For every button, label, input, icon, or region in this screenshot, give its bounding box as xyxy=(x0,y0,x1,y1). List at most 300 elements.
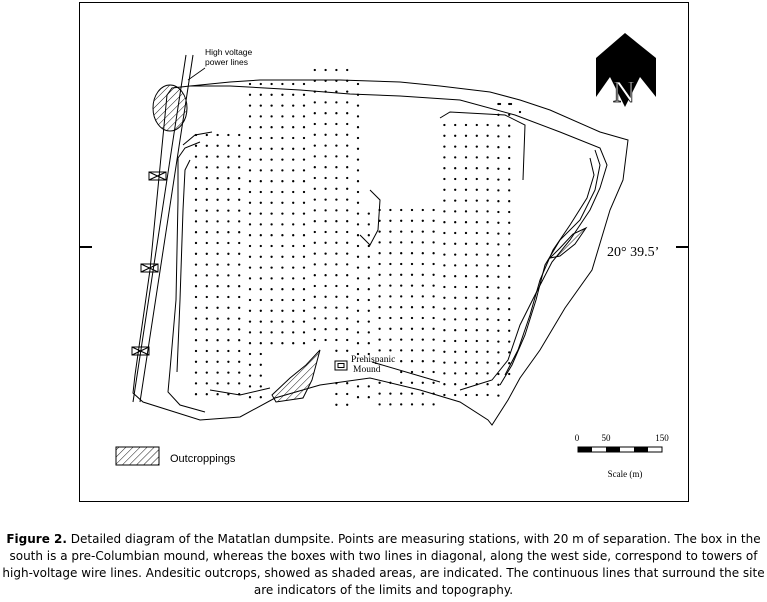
station-dot xyxy=(400,295,402,297)
station-dot xyxy=(400,241,402,243)
station-dot xyxy=(454,210,456,212)
station-dot xyxy=(346,252,348,254)
station-dot xyxy=(249,310,251,312)
station-dot xyxy=(357,342,359,344)
station-dot xyxy=(303,310,305,312)
station-dot xyxy=(346,155,348,157)
station-dot xyxy=(314,80,316,82)
station-dot xyxy=(292,191,294,193)
station-dot xyxy=(454,307,456,309)
station-dot xyxy=(411,392,413,394)
station-dot xyxy=(206,317,208,319)
station-dot xyxy=(303,158,305,160)
station-dot xyxy=(486,232,488,234)
station-dot xyxy=(216,177,218,179)
station-dot xyxy=(443,156,445,158)
mound-leader-line xyxy=(372,362,440,382)
station-dot xyxy=(206,188,208,190)
station-dot xyxy=(260,342,262,344)
station-dot xyxy=(260,396,262,398)
station-dot xyxy=(270,277,272,279)
station-dot xyxy=(357,310,359,312)
station-dot xyxy=(281,158,283,160)
station-dot xyxy=(443,167,445,169)
station-dot xyxy=(270,212,272,214)
station-dot xyxy=(324,317,326,319)
station-dot xyxy=(368,245,370,247)
station-dot xyxy=(270,234,272,236)
station-dot xyxy=(238,220,240,222)
station-dot xyxy=(486,372,488,374)
mound-label-line1: Prehispanic xyxy=(351,355,396,365)
station-dot xyxy=(346,188,348,190)
station-dot xyxy=(389,230,391,232)
station-dot xyxy=(476,264,478,266)
station-dot xyxy=(465,275,467,277)
station-dot xyxy=(454,340,456,342)
station-dot xyxy=(400,220,402,222)
station-dot xyxy=(335,69,337,71)
station-dot xyxy=(443,307,445,309)
station-dot xyxy=(195,371,197,373)
station-dot xyxy=(195,145,197,147)
station-dot xyxy=(368,234,370,236)
station-dot xyxy=(486,124,488,126)
station-dot xyxy=(303,288,305,290)
station-dot xyxy=(303,299,305,301)
station-dot xyxy=(227,350,229,352)
station-dot xyxy=(324,285,326,287)
station-dot xyxy=(411,317,413,319)
station-dot xyxy=(454,253,456,255)
station-dot xyxy=(314,220,316,222)
scale-label-0: 0 xyxy=(574,433,580,443)
station-dot xyxy=(249,126,251,128)
scale-label-50: 50 xyxy=(601,433,611,443)
station-dot xyxy=(292,234,294,236)
station-dot xyxy=(454,232,456,234)
station-dot xyxy=(324,198,326,200)
station-dot xyxy=(465,221,467,223)
station-dot xyxy=(357,104,359,106)
station-dot xyxy=(335,177,337,179)
station-dot xyxy=(281,320,283,322)
station-dot xyxy=(368,212,370,214)
station-dot xyxy=(432,338,434,340)
station-dot xyxy=(508,286,510,288)
station-dot xyxy=(368,256,370,258)
station-dot xyxy=(335,242,337,244)
station-dot xyxy=(292,288,294,290)
station-dot xyxy=(346,274,348,276)
station-dot xyxy=(454,167,456,169)
station-dot xyxy=(314,306,316,308)
station-dot xyxy=(324,220,326,222)
station-dot xyxy=(357,331,359,333)
station-dot xyxy=(281,169,283,171)
legend-hatch-swatch xyxy=(116,447,159,465)
station-dot xyxy=(465,361,467,363)
station-dot xyxy=(281,288,283,290)
station-dot xyxy=(497,146,499,148)
station-dot xyxy=(400,349,402,351)
station-dot xyxy=(378,209,380,211)
legend xyxy=(116,447,236,465)
station-dot xyxy=(195,263,197,265)
station-dot xyxy=(292,104,294,106)
station-dot xyxy=(378,252,380,254)
station-dot xyxy=(314,242,316,244)
station-dot xyxy=(432,360,434,362)
station-dot xyxy=(195,339,197,341)
station-dot xyxy=(357,126,359,128)
station-dot xyxy=(195,155,197,157)
station-dot xyxy=(357,266,359,268)
station-dot xyxy=(389,241,391,243)
station-dot xyxy=(508,243,510,245)
station-dot xyxy=(260,104,262,106)
station-dot xyxy=(389,284,391,286)
station-dot xyxy=(281,342,283,344)
station-dot xyxy=(303,277,305,279)
station-dot xyxy=(303,223,305,225)
station-dot xyxy=(368,331,370,333)
station-dot xyxy=(216,263,218,265)
station-dot xyxy=(368,396,370,398)
station-dot xyxy=(335,188,337,190)
station-dot xyxy=(270,223,272,225)
station-dot xyxy=(292,148,294,150)
station-dot xyxy=(476,167,478,169)
station-dot xyxy=(432,392,434,394)
station-dot xyxy=(476,135,478,137)
station-dot xyxy=(195,361,197,363)
station-dot xyxy=(465,383,467,385)
station-dot xyxy=(389,338,391,340)
station-dot xyxy=(281,245,283,247)
station-dot xyxy=(443,340,445,342)
station-dot xyxy=(378,392,380,394)
station-dot xyxy=(249,180,251,182)
station-dot xyxy=(324,90,326,92)
station-dot xyxy=(443,199,445,201)
station-dot xyxy=(314,134,316,136)
station-dot xyxy=(346,144,348,146)
station-dot xyxy=(508,114,510,116)
station-dot xyxy=(206,253,208,255)
power-lines-label-line1: High voltage xyxy=(205,47,253,57)
station-dot xyxy=(270,266,272,268)
station-dot xyxy=(378,241,380,243)
station-dot xyxy=(465,232,467,234)
station-dot xyxy=(249,115,251,117)
station-dot xyxy=(195,393,197,395)
station-dot xyxy=(227,361,229,363)
station-dot xyxy=(249,385,251,387)
station-dot xyxy=(260,245,262,247)
station-dot xyxy=(476,199,478,201)
station-dot xyxy=(314,177,316,179)
station-dot xyxy=(238,296,240,298)
station-dot xyxy=(432,230,434,232)
station-dot xyxy=(206,393,208,395)
station-dot xyxy=(335,90,337,92)
station-dot xyxy=(486,264,488,266)
station-dot xyxy=(281,310,283,312)
station-dot xyxy=(432,274,434,276)
station-dot xyxy=(465,199,467,201)
station-dot xyxy=(486,286,488,288)
station-dot xyxy=(443,394,445,396)
station-dot xyxy=(303,148,305,150)
station-dot xyxy=(368,320,370,322)
station-dot xyxy=(411,403,413,405)
station-dot xyxy=(454,361,456,363)
station-dot xyxy=(357,148,359,150)
station-dot xyxy=(260,256,262,258)
station-dot xyxy=(476,253,478,255)
station-dot xyxy=(486,145,488,147)
station-dot xyxy=(292,310,294,312)
station-dot xyxy=(281,94,283,96)
station-dot xyxy=(335,101,337,103)
station-dot xyxy=(324,296,326,298)
station-dot xyxy=(389,328,391,330)
station-dot xyxy=(346,80,348,82)
station-dot xyxy=(249,104,251,106)
station-dot xyxy=(486,275,488,277)
station-dot xyxy=(303,83,305,85)
station-dot xyxy=(508,222,510,224)
station-dot xyxy=(400,392,402,394)
station-dot xyxy=(486,307,488,309)
station-dot xyxy=(292,277,294,279)
station-dot xyxy=(314,166,316,168)
station-dot xyxy=(443,297,445,299)
station-dot xyxy=(510,103,512,105)
station-dot xyxy=(400,328,402,330)
station-dot xyxy=(216,307,218,309)
station-dot xyxy=(465,264,467,266)
station-dot xyxy=(346,263,348,265)
station-dot xyxy=(238,253,240,255)
station-dot xyxy=(465,243,467,245)
station-dot xyxy=(497,362,499,364)
station-dot xyxy=(454,318,456,320)
station-dot xyxy=(411,328,413,330)
station-dot xyxy=(249,256,251,258)
station-dot xyxy=(476,145,478,147)
station-dot xyxy=(238,231,240,233)
station-dot xyxy=(270,331,272,333)
station-dot xyxy=(422,230,424,232)
station-dot xyxy=(497,330,499,332)
station-dot xyxy=(227,231,229,233)
station-dot xyxy=(497,222,499,224)
station-dot xyxy=(303,180,305,182)
station-dot xyxy=(465,156,467,158)
station-dot xyxy=(249,299,251,301)
station-dot xyxy=(432,382,434,384)
station-dot xyxy=(324,112,326,114)
station-dot xyxy=(486,221,488,223)
station-dot xyxy=(227,328,229,330)
station-dot xyxy=(465,253,467,255)
station-dot xyxy=(303,137,305,139)
station-dot xyxy=(238,339,240,341)
station-dot xyxy=(422,241,424,243)
station-dot xyxy=(368,288,370,290)
station-dot xyxy=(249,202,251,204)
station-dot xyxy=(465,329,467,331)
station-dot xyxy=(378,306,380,308)
station-dot xyxy=(335,252,337,254)
station-dot xyxy=(400,284,402,286)
station-dot xyxy=(411,306,413,308)
station-dot xyxy=(314,90,316,92)
station-dot xyxy=(238,371,240,373)
station-dot xyxy=(249,223,251,225)
station-dot xyxy=(260,234,262,236)
station-dot xyxy=(227,371,229,373)
station-dot xyxy=(443,361,445,363)
station-dot xyxy=(346,242,348,244)
station-dot xyxy=(357,212,359,214)
station-dot xyxy=(216,134,218,136)
station-dot xyxy=(497,157,499,159)
station-dot xyxy=(249,342,251,344)
station-dot xyxy=(206,145,208,147)
station-dot xyxy=(486,351,488,353)
station-dot xyxy=(497,394,499,396)
station-dot xyxy=(216,350,218,352)
station-dot xyxy=(411,241,413,243)
station-dot xyxy=(422,403,424,405)
station-dot xyxy=(346,382,348,384)
station-dot xyxy=(227,242,229,244)
station-dot xyxy=(270,245,272,247)
station-dot xyxy=(486,167,488,169)
station-dot xyxy=(346,404,348,406)
station-dot xyxy=(227,253,229,255)
station-dot xyxy=(227,274,229,276)
station-dot xyxy=(357,320,359,322)
station-dot xyxy=(238,134,240,136)
station-dot xyxy=(411,371,413,373)
station-dot xyxy=(249,288,251,290)
station-dot xyxy=(497,211,499,213)
station-dot xyxy=(195,307,197,309)
station-dot xyxy=(476,340,478,342)
station-dot xyxy=(335,328,337,330)
station-dot xyxy=(249,364,251,366)
north-letter: N xyxy=(612,74,636,109)
station-dot xyxy=(465,286,467,288)
station-dot xyxy=(281,223,283,225)
station-dot xyxy=(346,101,348,103)
station-dot xyxy=(497,373,499,375)
station-dot xyxy=(314,69,316,71)
station-dot xyxy=(400,263,402,265)
station-dot xyxy=(497,114,499,116)
station-dot xyxy=(411,220,413,222)
station-dot xyxy=(227,134,229,136)
station-dot xyxy=(486,340,488,342)
station-dot xyxy=(335,155,337,157)
station-dot xyxy=(508,135,510,137)
station-dot xyxy=(270,104,272,106)
station-dot xyxy=(335,220,337,222)
station-dot xyxy=(411,382,413,384)
station-dot xyxy=(292,299,294,301)
station-dot xyxy=(400,306,402,308)
station-dot xyxy=(292,320,294,322)
station-dot xyxy=(357,94,359,96)
station-dot xyxy=(314,144,316,146)
station-dot xyxy=(486,189,488,191)
power-lines-label-line2: power lines xyxy=(205,57,248,67)
station-dot xyxy=(270,94,272,96)
station-dot xyxy=(497,308,499,310)
station-dot xyxy=(195,177,197,179)
station-dot xyxy=(227,199,229,201)
station-dot xyxy=(476,394,478,396)
station-dot xyxy=(454,383,456,385)
station-dot xyxy=(476,361,478,363)
station-dot xyxy=(454,156,456,158)
station-dot xyxy=(281,115,283,117)
station-dot xyxy=(497,135,499,137)
station-dot xyxy=(497,265,499,267)
station-dot xyxy=(432,328,434,330)
station-dot xyxy=(378,220,380,222)
station-dot xyxy=(497,178,499,180)
station-dot xyxy=(303,342,305,344)
scale-bar xyxy=(575,433,670,479)
station-dot xyxy=(497,200,499,202)
station-dot xyxy=(411,284,413,286)
station-dot xyxy=(260,180,262,182)
station-dot xyxy=(227,307,229,309)
station-dot xyxy=(324,144,326,146)
station-dot xyxy=(227,296,229,298)
station-dot xyxy=(346,69,348,71)
station-dot xyxy=(411,274,413,276)
station-dot xyxy=(270,342,272,344)
station-dot xyxy=(508,330,510,332)
station-dot xyxy=(465,210,467,212)
station-dot xyxy=(335,339,337,341)
station-dot xyxy=(465,372,467,374)
station-dot xyxy=(206,155,208,157)
station-dot xyxy=(486,210,488,212)
station-dot xyxy=(476,178,478,180)
station-dot xyxy=(422,284,424,286)
station-dot xyxy=(443,145,445,147)
station-dot xyxy=(314,123,316,125)
station-dot xyxy=(270,191,272,193)
station-dot xyxy=(508,146,510,148)
station-dot xyxy=(227,166,229,168)
station-dot xyxy=(346,177,348,179)
outcrop-north xyxy=(153,85,187,131)
station-dot xyxy=(476,156,478,158)
station-dot xyxy=(346,285,348,287)
station-dot xyxy=(508,340,510,342)
station-dot xyxy=(443,243,445,245)
station-dot xyxy=(443,329,445,331)
station-dot xyxy=(508,254,510,256)
